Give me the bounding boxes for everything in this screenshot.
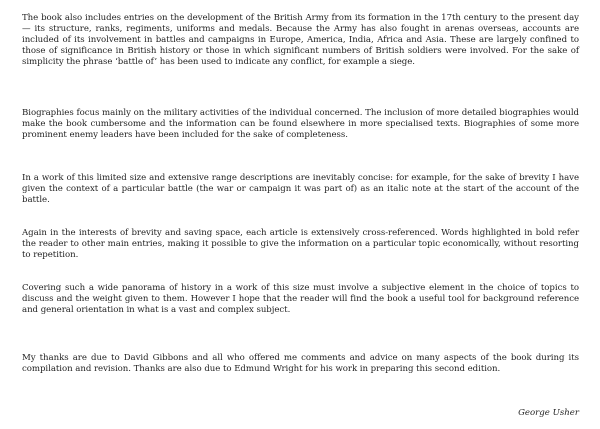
author-signature: George Usher [518,408,579,418]
paragraph-acknowledgements: My thanks are due to David Gibbons and all who offered me comments and advice on many aspects of the book during its compilation and revision. Thanks are also due to Edmund Wright for his work in preparing this second edition. [22,353,579,374]
paragraph-biographies: Biographies focus mainly on the military activities of the individual concerned. The inclusion of more detailed biographies would make the book cumbersome and the information can be found elsewhere in more specialised texts. Biographies of some more prominent enemy leaders have been included for the sake of completeness. [22,108,579,140]
paragraph-british-army: The book also includes entries on the development of the British Army from its formation in the 17th century to the present day — its structure, ranks, regiments, uniforms and medals. Because the Army has also fought in arenas overseas, accounts are included of its involvement in battles and campaigns in Europe, America, India, Africa and Asia. These are largely confined to those of significance in British history or those in which significant numbers of British soldiers were involved. For the sake of simplicity the phrase ‘battle of’ has been used to indicate any conflict, for example a siege. [22,13,579,67]
paragraph-cross-references: Again in the interests of brevity and saving space, each article is extensively cross-referenced. Words highlighted in bold refer the reader to other main entries, making it possible to give the information on a particular topic economically, without resorting to repetition. [22,228,579,260]
paragraph-subjective-element: Covering such a wide panorama of history in a work of this size must involve a subjective element in the choice of topics to discuss and the weight given to them. However I hope that the reader will find the book a useful tool for background reference and general orientation in what is a vast and complex subject. [22,283,579,315]
paragraph-descriptions: In a work of this limited size and extensive range descriptions are inevitably concise: for example, for the sake of brevity I have given the context of a particular battle (the war or campaign it was part of) as an italic note at the start of the account of the battle. [22,173,579,205]
